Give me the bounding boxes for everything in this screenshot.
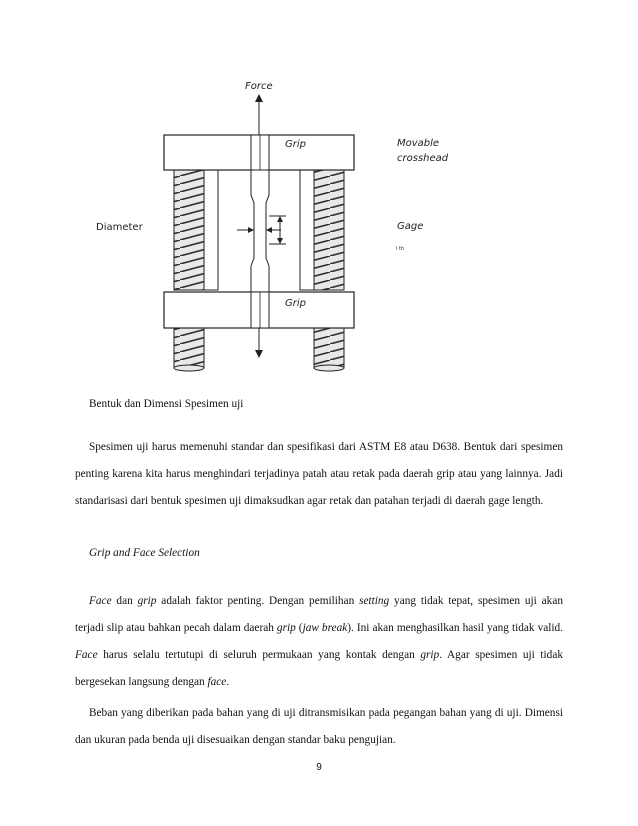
force-label: Force (245, 81, 273, 92)
paragraph-specimen-standard (75, 434, 563, 515)
text-run: yang tidak tepat, spesimen uji akan terjadi slip atau bahkan pecah dalam daerah (75, 595, 563, 634)
right-screw-column-upper (314, 170, 344, 290)
text-run: adalah faktor penting. Dengan pemilihan (156, 595, 360, 607)
downward-arrowhead (255, 350, 263, 358)
diameter-arrow-left (248, 227, 254, 233)
right-screw-column-lower (314, 328, 344, 368)
section-heading: Grip and Face Selection (89, 547, 200, 559)
paragraph-text: Spesimen uji harus memenuhi standar dan spesifikasi dari ASTM E8 atau D638. Bentuk dari spesimen penting karena kita harus menghindari terjadinya patah atau retak pada daerah grip atau yang lainnya. Jadi standarisasi dari bentuk spesimen uji dimaksudkan agar retak dan patahan terjadi di daerah gage length. (75, 441, 563, 507)
diameter-label: Diameter (96, 222, 143, 233)
text-run: . Agar spesimen uji tidak bergesekan langsung dengan (75, 649, 563, 688)
text-run: . (226, 676, 230, 688)
force-arrowhead (255, 94, 263, 102)
gage-arrow-up (277, 216, 283, 222)
specimen (251, 170, 269, 292)
paragraph-load-dimension (75, 700, 563, 754)
crosshead-label: crosshead (397, 153, 449, 164)
grip-bottom-label: Grip (285, 298, 306, 309)
page-number: 9 (316, 762, 322, 773)
movable-label: Movable (397, 138, 440, 149)
left-screw-column-lower (174, 328, 204, 368)
grip-top-label: Grip (285, 139, 306, 150)
text-italic: setting (359, 595, 390, 607)
gage-label: Gage (397, 221, 424, 232)
text-run: dan (111, 595, 138, 607)
text-italic: Face (75, 649, 98, 661)
left-screw-column-upper (174, 170, 204, 290)
right-guide-post (300, 170, 314, 290)
diameter-arrow-right (266, 227, 272, 233)
left-column-end (174, 365, 204, 371)
text-italic: Face (89, 595, 112, 607)
text-italic: grip (137, 595, 157, 607)
paragraph-grip-face (75, 588, 563, 696)
gage-length-cut-label: l th (396, 246, 405, 252)
text-italic: face (207, 676, 227, 688)
text-italic: jaw break (302, 622, 348, 634)
paragraph-text: Beban yang diberikan pada bahan yang di uji ditransmisikan pada pegangan bahan yang di uji. Dimensi dan ukuran pada benda uji disesuaikan dengan standar baku pengujian. (75, 707, 563, 746)
text-italic: grip (276, 622, 296, 634)
tensile-test-diagram (0, 0, 638, 385)
right-column-end (314, 365, 344, 371)
text-run: ( (295, 622, 303, 634)
text-run: ). Ini akan menghasilkan hasil yang tidak valid. (347, 622, 564, 634)
left-guide-post (204, 170, 218, 290)
gage-arrow-down (277, 238, 283, 244)
text-run: harus selalu tertutupi di seluruh permukaan yang kontak dengan (97, 649, 421, 661)
text-italic: grip (420, 649, 440, 661)
figure-caption: Bentuk dan Dimensi Spesimen uji (89, 398, 244, 410)
